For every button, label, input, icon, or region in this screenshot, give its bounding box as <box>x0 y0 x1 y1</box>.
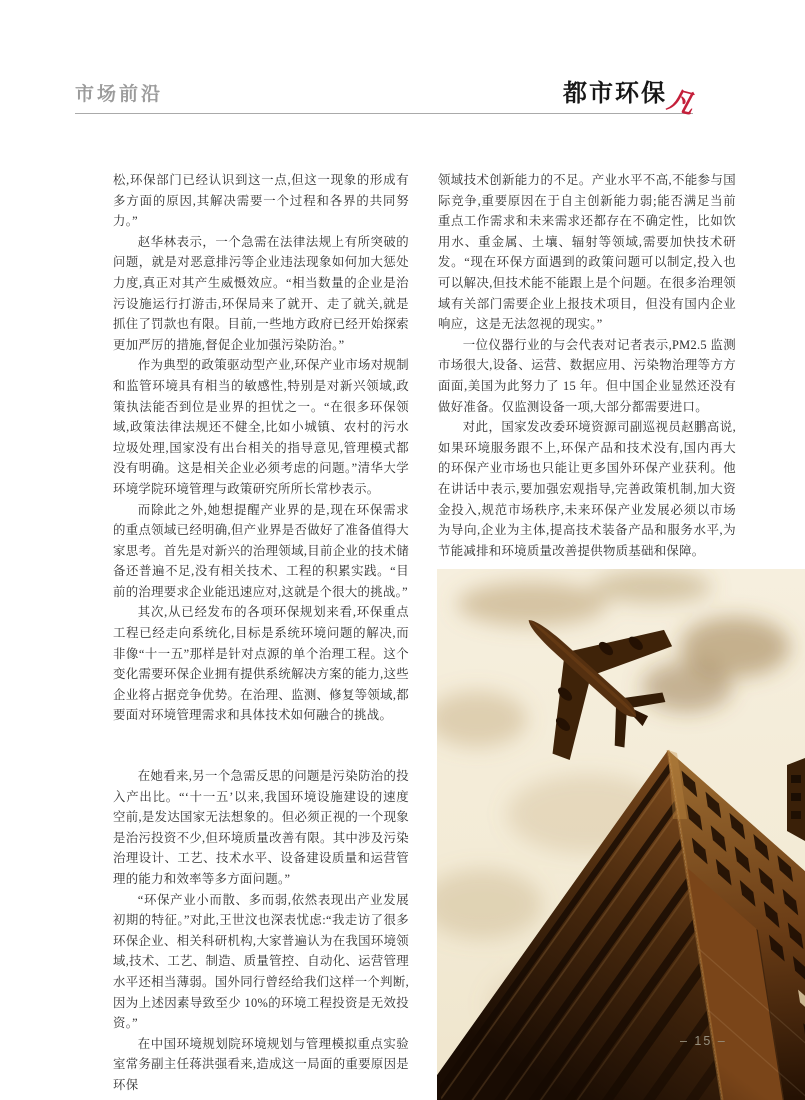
paragraph: 在她看来,另一个急需反思的问题是污染防治的投入产出比。“‘十一五’以来,我国环境设施建设的速度空前,是发达国家无法想象的。但必须正视的一个现象是治污投资不少,但环境质量改善有限。其中涉及污染治理设计、工艺、技术水平、设备建设质量和运营管理的能力和效率等多方面问题。” <box>113 769 409 886</box>
red-seal-icon: 凡 <box>664 84 697 120</box>
paragraph: 赵华林表示，一个急需在法律法规上有所突破的问题，就是对恶意排污等企业违法现象如何加大惩处力度,真正对其产生威慑效应。“相当数量的企业是治污设施运行打游击,环保局来了就开、走了就关,就是抓住了罚款也有限。目前,一些地方政府已经开始探索更加严厉的措施,督促企业加强污染防治。” <box>113 234 409 352</box>
paragraph: “环保产业小而散、多而弱,依然表现出产业发展初期的特征。”对此,王世汶也深表忧虑:“我走访了很多环保企业、相关科研机构,大家普遍认为在我国环境领域,技术、工艺、制造、质量管控、自动化、运营管理水平还相当薄弱。国外同行曾经给我们这样一个判断,因为上述因素导致至少 10%的环境工程投资是无效投资。” <box>113 892 409 1031</box>
paragraph: 对此，国家发改委环境资源司副巡视员赵鹏高说,如果环境服务跟不上,环保产品和技术没有,国内再大的环保产业市场也只能让更多国外环保产业获利。他在讲话中表示,要加强宏观指导,完善政策机制,加大资金投入,规范市场秩序,未来环保产业发展必须以市场为导向,企业为主体,提高技术装备产品和服务水平,为节能减排和环境质量改善提供物质基础和保障。 <box>438 420 736 558</box>
magazine-logo <box>562 80 697 120</box>
airplane-building-photo <box>437 569 805 1100</box>
page-number: – 15 – <box>680 1034 727 1048</box>
secondary-tower <box>787 758 805 841</box>
paragraph: 作为典型的政策驱动型产业,环保产业市场对规制和监管环境具有相当的敏感性,特别是对新兴领域,政策执法能否到位是业界的担忧之一。“在很多环保领域,政策法律法规还不健全,比如小城镇、农村的污水垃圾处理,国家没有出台相关的指导意见,管理模式都没有明确。这是相关企业必须考虑的问题。”清华大学环境学院环境管理与政策研究所所长常杪表示。 <box>113 358 409 496</box>
left-column <box>113 170 409 1096</box>
paragraph: 而除此之外,她想提醒产业界的是,现在环保需求的重点领域已经明确,但产业界是否做好了准备值得大家思考。首先是对新兴的治理领域,目前企业的技术储备还普遍不足,没有相关技术、工程的积累实践。“目前的治理要求企业能迅速应对,这就是个很大的挑战。” <box>113 502 409 599</box>
photo-illustration <box>437 569 805 1100</box>
paragraph: 一位仪器行业的与会代表对记者表示,PM2.5 监测市场很大,设备、运营、数据应用、污染物治理等方方面面,美国为此努力了 15 年。但中国企业显然还没有做好准备。仅监测设备一项,大部分都需要进口。 <box>438 337 736 414</box>
paragraph: 在中国环境规划院环境规划与管理模拟重点实验室常务副主任蒋洪强看来,造成这一局面的重要原因是环保 <box>113 1036 409 1092</box>
section-label: 市场前沿 <box>75 84 164 105</box>
magazine-title: 都市环保 <box>562 80 667 107</box>
page-header <box>75 66 697 120</box>
paragraph: 松,环保部门已经认识到这一点,但这一现象的形成有多方面的原因,其解决需要一个过程和各界的共同努力。” <box>113 173 409 229</box>
paragraph: 其次,从已经发布的各项环保规划来看,环保重点工程已经走向系统化,目标是系统环境问题的解决,而非像“十一五”那样是针对点源的单个治理工程。这个变化需要环保企业拥有提供系统解决方案的能力,这些企业将占据竞争优势。在治理、监测、修复等领域,都要面对环境管理需求和具体技术如何融合的挑战。 <box>113 605 409 723</box>
paragraph: 领域技术创新能力的不足。产业水平不高,不能参与国际竞争,重要原因在于自主创新能力弱;能否满足当前重点工作需求和未来需求还都存在不确定性，比如饮用水、重金属、土壤、辐射等领域,需要加快技术研发。“现在环保方面遇到的政策问题可以制定,投入也可以解决,但技术能不能跟上是个问题。在很多治理领域有关部门需要企业上报技术项目，但没有国内企业响应，这是无法忽视的现实。” <box>438 173 736 332</box>
